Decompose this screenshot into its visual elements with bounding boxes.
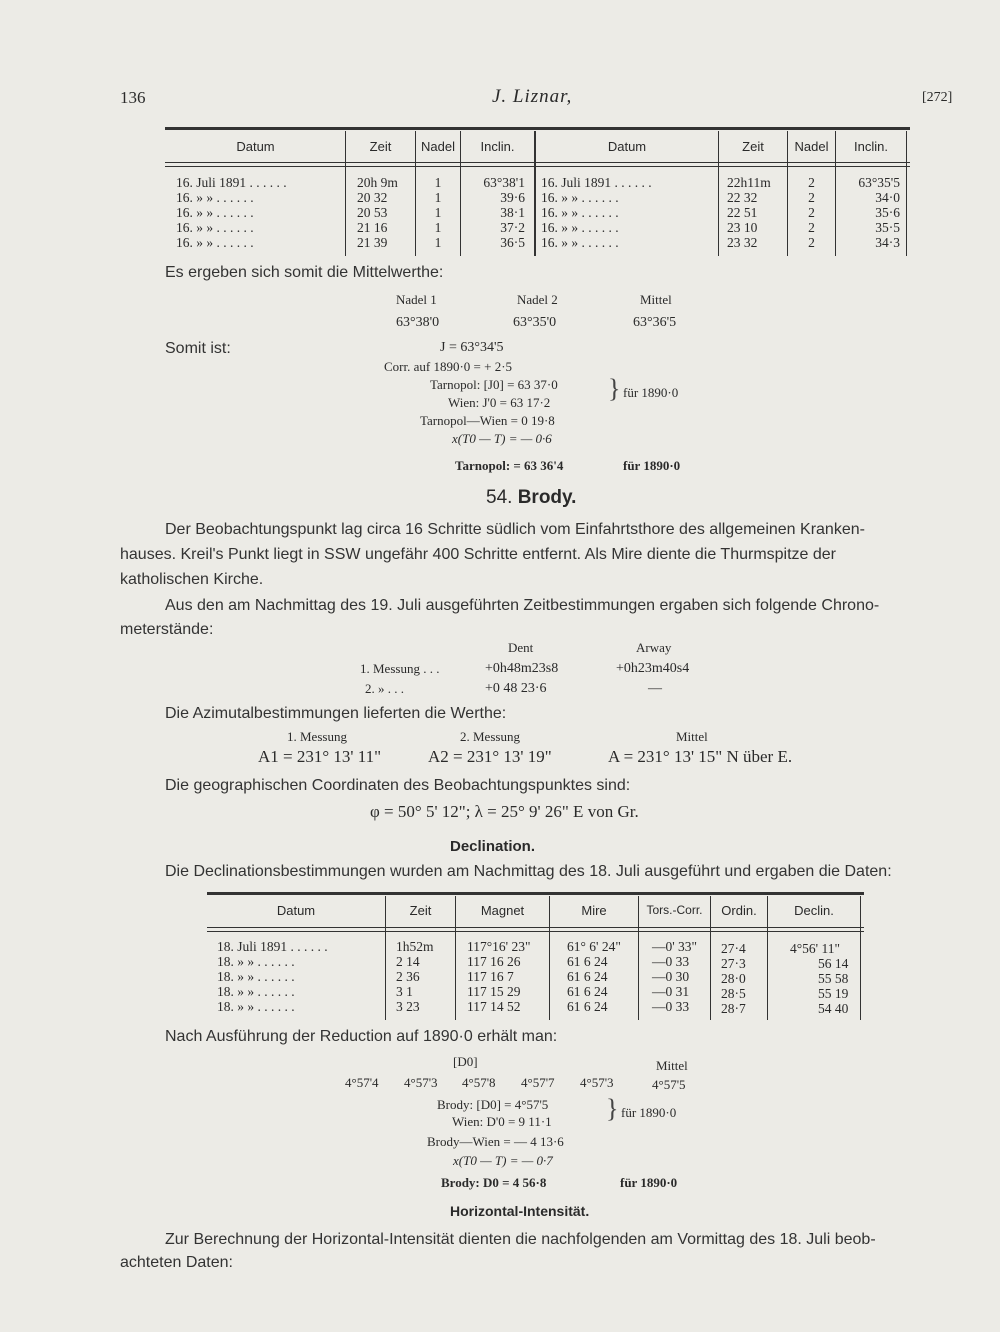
section-number: 54. [486,487,513,508]
table-cell: 37·2 [500,220,525,235]
table-row: 16. » » . . . . . . [541,205,619,220]
reduction-value: 4°57'7 [521,1075,555,1090]
decl-intro: Die Declinationsbestimmungen wurden am Nachmittag des 18. Juli ausgeführt und ergaben die Daten: [165,863,892,880]
calc-line-correction: x(T0 — T) = — 0·6 [452,431,552,446]
calc-line-j: J = 63°34'5 [440,340,504,355]
table-cell: 22 32 [727,190,758,205]
calc-line-wien: Wien: J'0 = 63 17·2 [448,395,551,410]
table-cell: 54 40 [818,1001,849,1016]
brace-icon: } [606,1094,619,1123]
col-header-inclin: Inclin. [480,139,515,154]
table-cell: 1h52m [396,939,434,954]
col-header-nadel: Nadel [421,139,455,154]
reduction-line-correction: x(T0 — T) = — 0·7 [453,1153,553,1168]
table-cell: 34·3 [875,235,900,250]
somit-ist: Somit ist: [165,340,231,357]
table-row: 16. » » . . . . . . [541,235,619,250]
table-row: 18. » » . . . . . . [217,984,295,999]
reduction-result: Brody: D0 = 4 56·8 [441,1175,547,1190]
azimut-mittel: A = 231° 13' 15" N über E. [608,747,793,766]
table-cell: 23 10 [727,220,758,235]
col-header-declin: Declin. [794,903,834,918]
col-header-datum: Datum [276,903,316,918]
table-row: 18. » » . . . . . . [217,969,295,984]
table-cell: 23 32 [727,235,758,250]
chrono-arway-value: +0h23m40s4 [616,661,690,676]
reduction-value: 4°57'8 [462,1075,496,1090]
col-header-zeit: Zeit [409,903,432,918]
table-cell: 1 [434,220,442,235]
coord-intro: Die geographischen Coordinaten des Beobachtungspunktes sind: [165,777,631,794]
col-header-mire: Mire [581,903,607,918]
declination-title: Declination. [450,838,536,855]
col-header-ordin: Ordin. [721,903,757,918]
table-cell: 27·3 [721,956,746,971]
table-cell: 1 [434,175,442,190]
paragraph-line: Der Beobachtungspunkt lag circa 16 Schritte südlich vom Einfahrtsthore des allgemeinen Kranken- [165,521,865,538]
azimut-a2: A2 = 231° 13' 19" [428,747,552,766]
table-cell: 35·6 [875,205,900,220]
col-header-magnet: Magnet [480,903,525,918]
col-header-zeit: Zeit [369,139,392,154]
coord-values: φ = 50° 5' 12"; λ = 25° 9' 26" E von Gr. [370,802,639,821]
section-title [486,487,576,509]
chrono-header-dent: Dent [508,640,534,655]
table-row: 16. » » . . . . . . [541,190,619,205]
mittel-value-mittel: 63°36'5 [633,315,677,330]
table-row: 16. Juli 1891 . . . . . . [541,175,652,190]
table-cell: 21 16 [357,220,388,235]
table-cell: 61 6 24 [567,954,608,969]
table-row: 16. » » . . . . . . [176,220,254,235]
azimut-label-1: 1. Messung [287,729,347,744]
table-cell: 117 16 26 [467,954,521,969]
chrono-dent-value: +0 48 23·6 [485,681,547,696]
table-cell: 28·5 [721,986,746,1001]
calc-line-corr: Corr. auf 1890·0 = + 2·5 [384,359,513,374]
mittel-intro: Es ergeben sich somit die Mittelwerthe: [165,264,444,281]
table-cell: —0 30 [652,969,690,984]
table-cell: —0 31 [652,984,690,999]
table-cell: 1 [434,190,442,205]
table-cell: 28·7 [721,1001,746,1016]
table-row: 16. Juli 1891 . . . . . . [176,175,287,190]
table-row: 18. Juli 1891 . . . . . . [217,939,328,954]
col-header-nadel-2: Nadel [794,139,829,154]
reduction-brace-label: für 1890·0 [621,1105,677,1120]
calc-brace-label: für 1890·0 [623,385,679,400]
table-row: 16. » » . . . . . . [176,235,254,250]
chrono-header-arway: Arway [636,640,672,655]
chrono-row-label: 2. » . . . [365,681,404,696]
table-cell: 39·6 [500,190,525,205]
table-cell: 38·1 [500,205,525,220]
table-cell: 117°16' 23" [467,939,531,954]
table-cell: 3 1 [396,984,413,999]
col-header-datum: Datum [236,139,275,154]
col-header-datum-2: Datum [607,139,647,154]
col-header-zeit-2: Zeit [742,139,764,154]
reduction-value: 4°57'3 [404,1075,438,1090]
table-cell: 22h11m [727,175,771,190]
table-cell: 20 53 [357,205,388,220]
table-cell: 2 [808,175,815,190]
table-cell: 20h 9m [357,175,398,190]
running-author: J. Liznar, [492,86,573,107]
reduction-line-wien: Wien: D'0 = 9 11·1 [452,1114,552,1129]
paragraph-line: Aus den am Nachmittag des 19. Juli ausgeführten Zeitbestimmungen ergaben sich folgende Chrono- [165,597,880,614]
paragraph-line: Zur Berechnung der Horizontal-Intensität dienten die nachfolgenden am Vormittag des 18. Juli beob- [165,1231,876,1248]
brace-icon: } [608,374,621,403]
table-row: 18. » » . . . . . . [217,999,295,1014]
calc-result-epoch: für 1890·0 [623,458,681,473]
table-cell: 3 23 [396,999,420,1014]
table-row: 16. » » . . . . . . [176,190,254,205]
table-cell: 2 [808,205,815,220]
table-cell: 20 32 [357,190,388,205]
paragraph-line: meterstände: [120,621,214,638]
table-cell: 22 51 [727,205,758,220]
table-cell: 36·5 [500,235,525,250]
mittel-value-nadel1: 63°38'0 [396,315,440,330]
table-cell: —0' 33" [652,939,698,954]
page-number: 136 [120,88,146,107]
mittel-label-nadel2: Nadel 2 [517,292,558,307]
table-cell: 117 16 7 [467,969,514,984]
table-cell: 55 19 [818,986,849,1001]
azimut-label-2: 2. Messung [460,729,520,744]
table-cell: 34·0 [875,190,900,205]
chrono-arway-value: — [648,681,662,696]
table-cell: 63°35'5 [858,175,900,190]
table-cell: 117 15 29 [467,984,521,999]
table-cell: 2 [808,220,815,235]
table-cell: 61 6 24 [567,984,608,999]
paragraph-line: hauses. Kreil's Punkt liegt in SSW ungefähr 400 Schritte entfernt. Als Mire diente die Thurmspitze der [120,546,837,563]
reduction-line-difference: Brody—Wien = — 4 13·6 [427,1134,564,1149]
mittel-value-nadel2: 63°35'0 [513,315,557,330]
table-cell: 4°56' 11" [790,941,840,956]
calc-line-tarnopol: Tarnopol: [J0] = 63 37·0 [430,377,558,392]
table-cell: 63°38'1 [483,175,525,190]
reduction-value: 4°57'3 [580,1075,614,1090]
table-cell: 2 14 [396,954,420,969]
reduction-mittel-value: 4°57'5 [652,1077,686,1092]
table-cell: 117 14 52 [467,999,521,1014]
reduction-intro: Nach Ausführung der Reduction auf 1890·0 erhält man: [165,1028,558,1045]
reduction-result-epoch: für 1890·0 [620,1175,678,1190]
chrono-dent-value: +0h48m23s8 [485,661,559,676]
table-row: 18. » » . . . . . . [217,954,295,969]
mittel-label-nadel1: Nadel 1 [396,292,437,307]
reduction-d0-label: [D0] [453,1054,478,1069]
col-header-inclin-2: Inclin. [854,139,888,154]
table-cell: 1 [434,205,442,220]
table-cell: 2 [808,190,815,205]
table-cell: 61° 6' 24" [567,939,621,954]
table-cell: 21 39 [357,235,388,250]
chrono-row-label: 1. Messung . . . [360,661,440,676]
table-cell: 2 36 [396,969,420,984]
table-cell: —0 33 [652,999,690,1014]
reduction-mittel-label: Mittel [656,1058,688,1073]
paragraph-line: katholischen Kirche. [120,571,264,588]
section-name: Brody. [517,487,577,508]
table-row: 16. » » . . . . . . [176,205,254,220]
table-cell: 2 [808,235,815,250]
table-cell: 56 14 [818,956,849,971]
azimut-a1: A1 = 231° 13' 11" [258,747,382,766]
table-cell: 1 [434,235,442,250]
table-cell: —0 33 [652,954,690,969]
table-cell: 35·5 [875,220,900,235]
calc-line-difference: Tarnopol—Wien = 0 19·8 [420,413,555,428]
reduction-value: 4°57'4 [345,1075,379,1090]
col-header-tors: Tors.-Corr. [646,903,703,917]
table-cell: 61 6 24 [567,969,608,984]
azimut-intro: Die Azimutalbestimmungen lieferten die Werthe: [165,705,507,722]
page-bracket: [272] [922,90,953,105]
table-cell: 61 6 24 [567,999,608,1014]
table-row: 16. » » . . . . . . [541,220,619,235]
table-cell: 28·0 [721,971,746,986]
table-cell: 27·4 [721,941,746,956]
reduction-line-brody: Brody: [D0] = 4°57'5 [437,1097,549,1112]
paragraph-line: achteten Daten: [120,1254,233,1271]
mittel-label-mittel: Mittel [640,292,672,307]
table-cell: 55 58 [818,971,849,986]
hi-title: Horizontal-Intensität. [450,1203,590,1219]
azimut-label-mittel: Mittel [676,729,708,744]
calc-result: Tarnopol: = 63 36'4 [455,458,564,473]
